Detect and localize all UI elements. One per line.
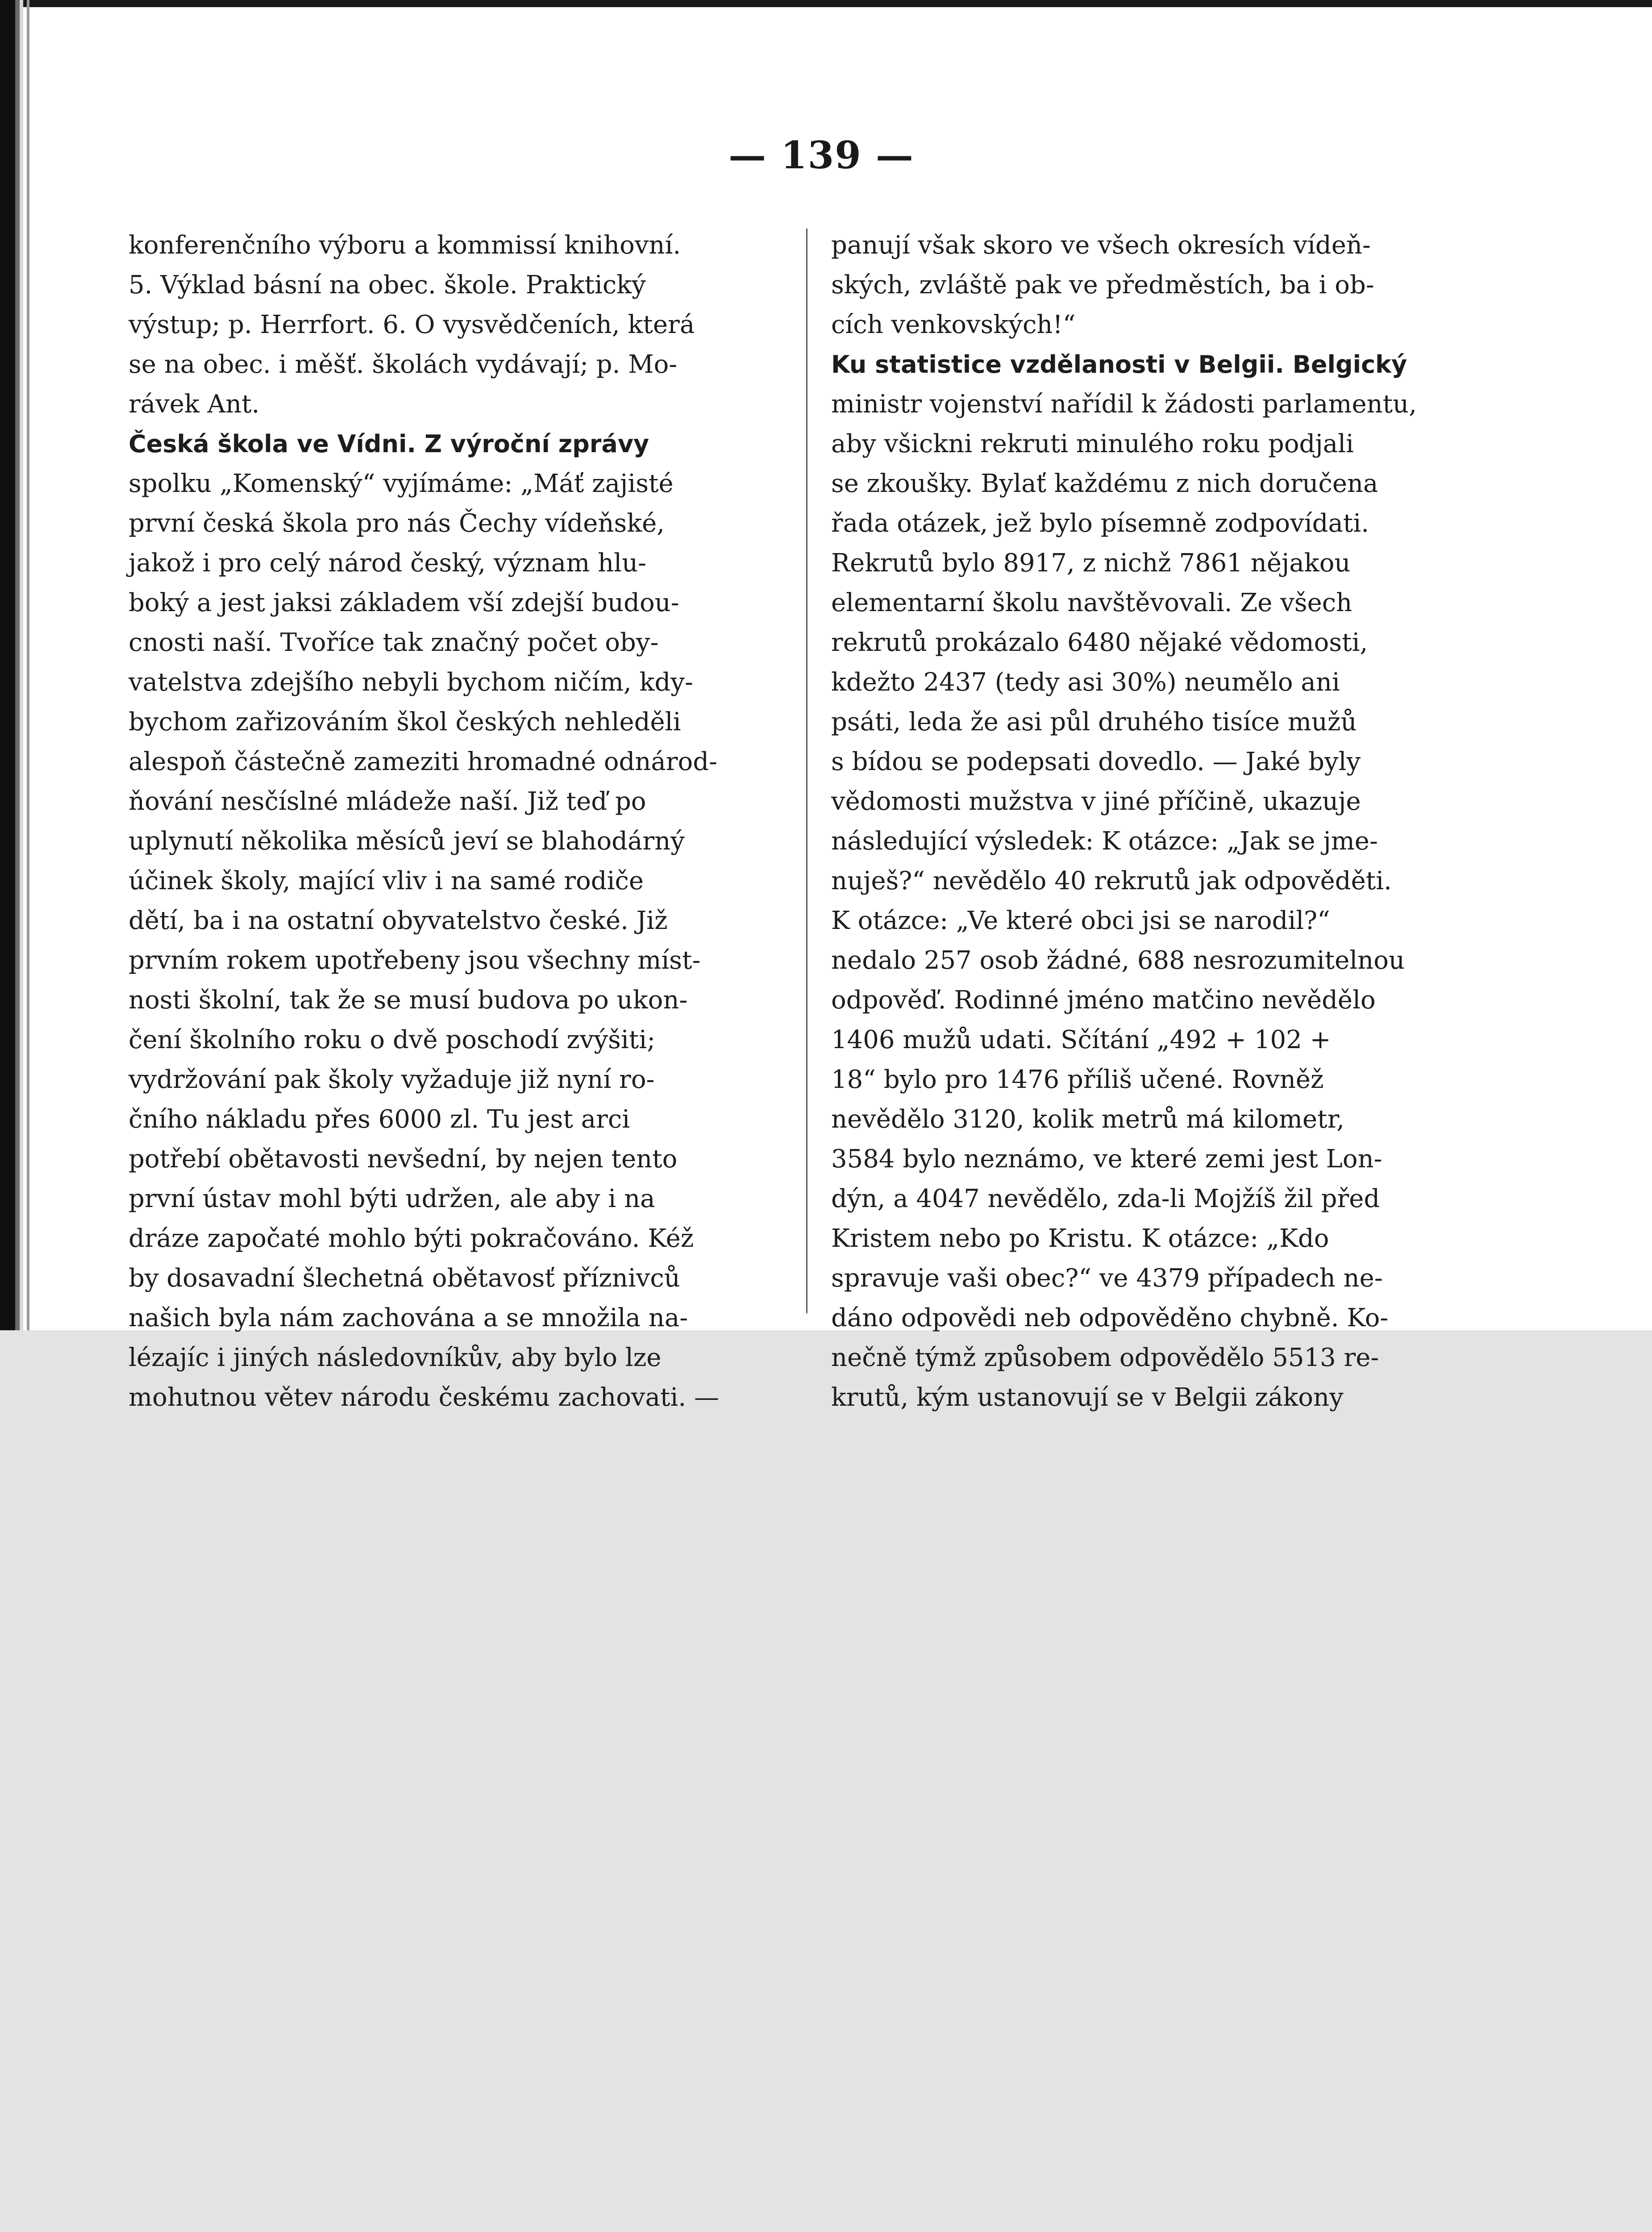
text-line: nuješ?“ nevědělo 40 rekrutů jak odpověděti. (831, 866, 1392, 895)
text-line: potřebí obětavosti nevšední, by nejen tento (129, 1145, 678, 1174)
text-line: odpověď. Rodinné jméno matčino nevědělo (831, 986, 1376, 1015)
text-line: bychom zařizováním škol českých nehleděli (129, 708, 681, 737)
text-line: 1406 mužů udati. Sčítání „492 + 102 + (831, 1025, 1331, 1054)
text-line: uplynutí několika měsíců jeví se blahodárný (129, 827, 685, 856)
text-line: nevědělo 3120, kolik metrů má kilometr, (831, 1105, 1345, 1134)
section-heading-line: Ku statistice vzdělanosti v Belgii. Belgický (831, 350, 1407, 379)
text-line: následující výsledek: K otázce: „Jak se jme- (831, 827, 1378, 856)
text-line: kdežto 2437 (tedy asi 30%) neumělo ani (831, 668, 1340, 697)
text-line: K otázce: „Ve které obci jsi se narodil?“ (831, 906, 1330, 935)
text-line: nečně týmž způsobem odpovědělo 5513 re- (831, 1343, 1379, 1372)
text-line: konferenčního výboru a kommissí knihovní. (129, 231, 681, 260)
text-line: rekrutů prokázalo 6480 nějaké vědomosti, (831, 628, 1368, 657)
text-line: elementarní školu navštěvovali. Ze všech (831, 588, 1352, 617)
text-line: panují však skoro ve všech okresích vídeň- (831, 231, 1371, 260)
text-line: by dosavadní šlechetná obětavosť příznivců (129, 1264, 680, 1293)
text-line: dýn, a 4047 nevědělo, zda-li Mojžíš žil před (831, 1184, 1380, 1213)
text-line: ministr vojenství nařídil k žádosti parlamentu, (831, 390, 1417, 419)
text-line: psáti, leda že asi půl druhého tisíce mužů (831, 708, 1357, 737)
left-column (129, 225, 785, 1412)
text-line: čního nákladu přes 6000 zl. Tu jest arci (129, 1105, 630, 1134)
book-spine-edge (0, 0, 23, 1330)
text-line: cích venkovských!“ (831, 310, 1076, 339)
text-line: první česká škola pro nás Čechy vídeňské, (129, 509, 665, 538)
text-line: spravuje vaši obec?“ ve 4379 případech ne- (831, 1264, 1383, 1293)
text-line: ňování nesčíslné mládeže naší. Již teď po (129, 787, 646, 816)
text-line: jakož i pro celý národ český, význam hlu- (129, 549, 647, 578)
text-line: dáno odpovědi neb odpověděno chybně. Ko- (831, 1303, 1389, 1333)
text-line: vydržování pak školy vyžaduje již nyní ro- (129, 1065, 655, 1094)
text-line: mohutnou větev národu českému zachovati. — (129, 1383, 719, 1412)
text-line-cut-off: krutů, kým ustanovují se v Belgii zákony (831, 1383, 1344, 1412)
text-line: 5. Výklad básní na obec. škole. Praktický (129, 271, 646, 300)
column-divider (806, 229, 807, 1313)
text-line: se na obec. i měšť. školách vydávají; p. Mo- (129, 350, 678, 379)
text-line: s bídou se podepsati dovedlo. — Jaké byly (831, 747, 1361, 776)
text-line: spolku „Komenský“ vyjímáme: „Máť zajisté (129, 469, 674, 498)
right-column (831, 225, 1492, 1412)
text-line: nedalo 257 osob žádné, 688 nesrozumitelnou (831, 946, 1405, 975)
text-line: aby všickni rekruti minulého roku podjali (831, 429, 1354, 458)
text-line: nosti školní, tak že se musí budova po ukon- (129, 986, 688, 1015)
text-line: první ústav mohl býti udržen, ale aby i na (129, 1184, 655, 1213)
text-line: účinek školy, mající vliv i na samé rodiče (129, 866, 644, 895)
text-line: řada otázek, jež bylo písemně zodpovídati. (831, 509, 1369, 538)
text-line: se zkoušky. Bylať každému z nich doručena (831, 469, 1378, 498)
page-number: — 139 — (728, 133, 914, 177)
text-line: našich byla nám zachována a se množila na- (129, 1303, 688, 1333)
text-line: alespoň částečně zameziti hromadné odnárod- (129, 747, 718, 776)
text-line: ských, zvláště pak ve předměstích, ba i ob- (831, 271, 1374, 300)
text-line: cnosti naší. Tvoříce tak značný počet oby- (129, 628, 659, 657)
scan-top-edge (0, 0, 1652, 7)
text-line: vědomosti mužstva v jiné příčině, ukazuje (831, 787, 1361, 816)
text-line: Kristem nebo po Kristu. K otázce: „Kdo (831, 1224, 1329, 1253)
text-line: 18“ bylo pro 1476 příliš učené. Rovněž (831, 1065, 1324, 1094)
text-line: boký a jest jaksi základem vší zdejší budou- (129, 588, 679, 617)
text-line: čení školního roku o dvě poschodí zvýšiti; (129, 1025, 656, 1054)
text-line: dráze započaté mohlo býti pokračováno. Kéž (129, 1224, 694, 1253)
text-line: 3584 bylo neznámo, ve které zemi jest Lon- (831, 1145, 1382, 1174)
text-line: výstup; p. Herrfort. 6. O vysvědčeních, která (129, 310, 695, 339)
text-line: vatelstva zdejšího nebyli bychom ničím, kdy- (129, 668, 693, 697)
text-line: dětí, ba i na ostatní obyvatelstvo české. Již (129, 906, 668, 935)
section-heading-line: Česká škola ve Vídni. Z výroční zprávy (129, 430, 649, 458)
text-line: prvním rokem upotřebeny jsou všechny míst- (129, 946, 701, 975)
text-line: Rekrutů bylo 8917, z nichž 7861 nějakou (831, 549, 1351, 578)
spine-shadow (27, 0, 29, 1330)
text-line: lézajíc i jiných následovníkův, aby bylo lze (129, 1343, 662, 1372)
text-line: rávek Ant. (129, 390, 260, 419)
